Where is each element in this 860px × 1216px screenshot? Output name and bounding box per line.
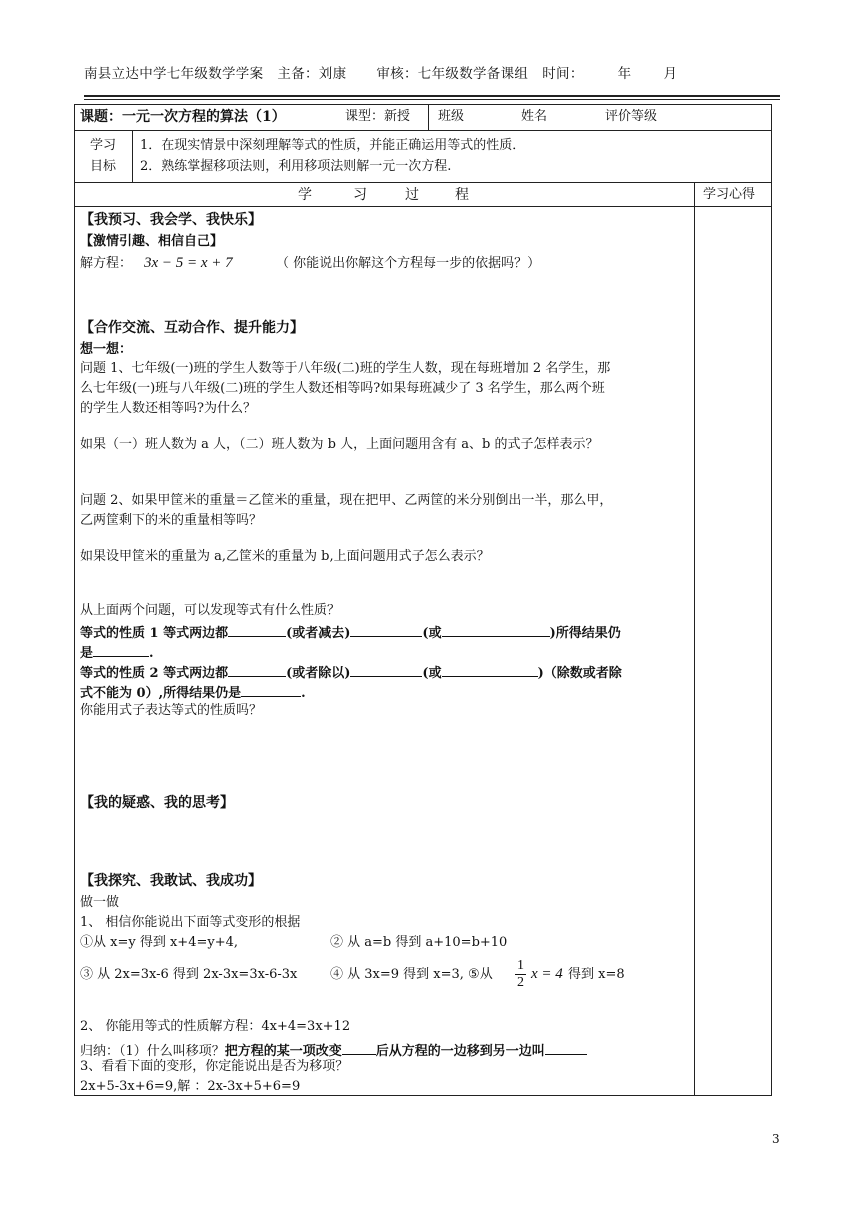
reviewer: 审核：七年级数学备课组 <box>376 66 529 82</box>
fraction <box>515 958 526 991</box>
blank[interactable] <box>350 622 422 637</box>
ask-text: 你能用式子表达等式的性质吗？ <box>80 703 263 718</box>
property-1-text: 等式的性质 1 等式两边都 <box>80 626 229 641</box>
lesson-topic: 课题：一元一次方程的算法（1） <box>80 109 286 125</box>
property-2-text: (或 <box>422 666 442 681</box>
property-2-text: 等式的性质 2 等式两边都 <box>80 666 229 681</box>
class-field: 班级 <box>438 109 465 124</box>
do-label: 做一做 <box>80 895 120 910</box>
exercise-row: ③ 从 2x=3x-6 得到 2x-3x=3x-6-3x <box>80 967 298 982</box>
problem-line: 问题 2、如果甲筐米的重量＝乙筐米的重量，现在把甲、乙两筐的米分别倒出一半，那么甲， <box>80 493 613 508</box>
exercise-row: ①从 x=y 得到 x+4=y+4, <box>80 935 238 950</box>
problem-followup: 如果设甲筐米的重量为 a,乙筐米的重量为 b,上面问题用式子怎么表示？ <box>80 549 490 564</box>
blank[interactable] <box>241 682 301 697</box>
goals-label-2: 目标 <box>90 159 117 174</box>
problem-followup: 如果（一）班人数为 a 人，（二）班人数为 b 人，上面问题用含有 a、b 的式子怎样表示？ <box>80 437 599 452</box>
problem-line: 乙两筐剩下的米的重量相等吗？ <box>80 513 263 528</box>
question-text: （ 你能说出你解这个方程每一步的依据吗？） <box>276 256 541 271</box>
summary-bold: 后从方程的一边移到另一边叫 <box>375 1044 545 1059</box>
problem-line: 问题 1、七年级(一)班的学生人数等于八年级(二)班的学生人数，现在每班增加 2 名学生，那 <box>80 361 611 376</box>
section-title: 【合作交流、互动合作、提升能力】 <box>80 320 304 336</box>
problem-line: 么七年级(一)班与八年级(二)班的学生人数还相等吗?如果每班减少了 3 名学生，那么两个班 <box>80 381 605 396</box>
page-number: 3 <box>772 1132 780 1146</box>
col-divider <box>132 130 133 182</box>
blank[interactable] <box>442 622 550 637</box>
property-1 <box>80 622 621 643</box>
property-2-text: . <box>301 686 306 701</box>
property-2-text: 式不能为 0）,所得结果仍是 <box>80 686 242 701</box>
property-1-text: (或者减去) <box>286 626 351 641</box>
section-title: 【我的疑惑、我的思考】 <box>80 795 234 811</box>
row-divider <box>74 206 772 207</box>
equation: 3x − 5 = x + 7 <box>144 255 233 271</box>
process-char: 学 <box>298 187 312 203</box>
blank[interactable] <box>545 1040 587 1055</box>
property-2-cont <box>80 682 306 703</box>
exercise-row: ② 从 a=b 得到 a+10=b+10 <box>330 935 508 950</box>
blank[interactable] <box>93 642 149 657</box>
row-divider <box>74 182 772 183</box>
goal-item: 1．在现实情景中深刻理解等式的性质，并能正确运用等式的性质． <box>140 138 526 153</box>
grade-field: 评价等级 <box>605 109 658 124</box>
fraction-equation: x = 4 <box>531 966 563 982</box>
header-rule <box>84 95 780 97</box>
property-1-cont <box>80 642 154 663</box>
fraction-numerator: 1 <box>517 958 524 973</box>
section-subtitle: 【激情引趣、相信自己】 <box>80 234 224 249</box>
property-1-text: 是 <box>80 646 94 661</box>
col-divider <box>428 104 429 130</box>
section-title: 【我预习、我会学、我快乐】 <box>80 212 262 228</box>
exercise-row: 得到 x=8 <box>568 967 625 982</box>
problem-line: 的学生人数还相等吗?为什么？ <box>80 401 256 416</box>
blank[interactable] <box>228 662 286 677</box>
name-field: 姓名 <box>521 109 548 124</box>
lesson-type: 课型：新授 <box>345 109 411 124</box>
fraction-denominator: 2 <box>517 975 524 990</box>
notes-col-divider <box>694 182 695 1096</box>
think-label: 想一想： <box>80 342 133 357</box>
solve-label: 解方程： <box>80 256 133 271</box>
process-char: 习 <box>353 187 367 203</box>
goals-label: 学习 <box>90 138 117 153</box>
page-header <box>84 62 784 82</box>
blank[interactable] <box>342 1040 376 1055</box>
blank[interactable] <box>442 662 538 677</box>
summary-text: 归纳：（1）什么叫移项？ <box>80 1044 225 1059</box>
month-label: 月 <box>663 66 678 82</box>
goal-item: 2．熟练掌握移项法则，利用移项法则解一元一次方程. <box>140 159 452 174</box>
time-label: 时间： <box>542 66 584 82</box>
exercise-item: 3、看看下面的变形，你定能说出是否为移项？ <box>80 1059 349 1074</box>
summary-bold: 把方程的某一项改变 <box>224 1044 342 1059</box>
discover-text: 从上面两个问题，可以发现等式有什么性质？ <box>80 603 341 618</box>
year-label: 年 <box>617 66 632 82</box>
blank[interactable] <box>350 662 422 677</box>
notes-column-title: 学习心得 <box>703 187 756 202</box>
exercise-row: ④ 从 3x=9 得到 x=3, ⑤从 <box>330 967 493 982</box>
school-title: 南县立达中学七年级数学学案 <box>84 66 264 82</box>
exercise-item: 2、 你能用等式的性质解方程：4x+4=3x+12 <box>80 1019 351 1034</box>
section-title: 【我探究、我敢试、我成功】 <box>80 873 262 889</box>
property-2 <box>80 662 622 683</box>
property-2-text: )（除数或者除 <box>537 666 622 681</box>
exercise-row: 2x+5-3x+6=9,解 ：2x-3x+5+6=9 <box>80 1079 301 1094</box>
property-1-text: )所得结果仍 <box>549 626 621 641</box>
property-1-text: . <box>149 646 154 661</box>
exercise-item: 1、 相信你能说出下面等式变形的根据 <box>80 915 301 930</box>
blank[interactable] <box>228 622 286 637</box>
process-char: 过 <box>405 187 419 203</box>
row-divider <box>74 130 772 131</box>
property-1-text: (或 <box>422 626 442 641</box>
header-rule-thin <box>84 99 780 100</box>
author: 主备：刘康 <box>277 66 347 82</box>
process-char: 程 <box>455 187 469 203</box>
property-2-text: (或者除以) <box>286 666 351 681</box>
